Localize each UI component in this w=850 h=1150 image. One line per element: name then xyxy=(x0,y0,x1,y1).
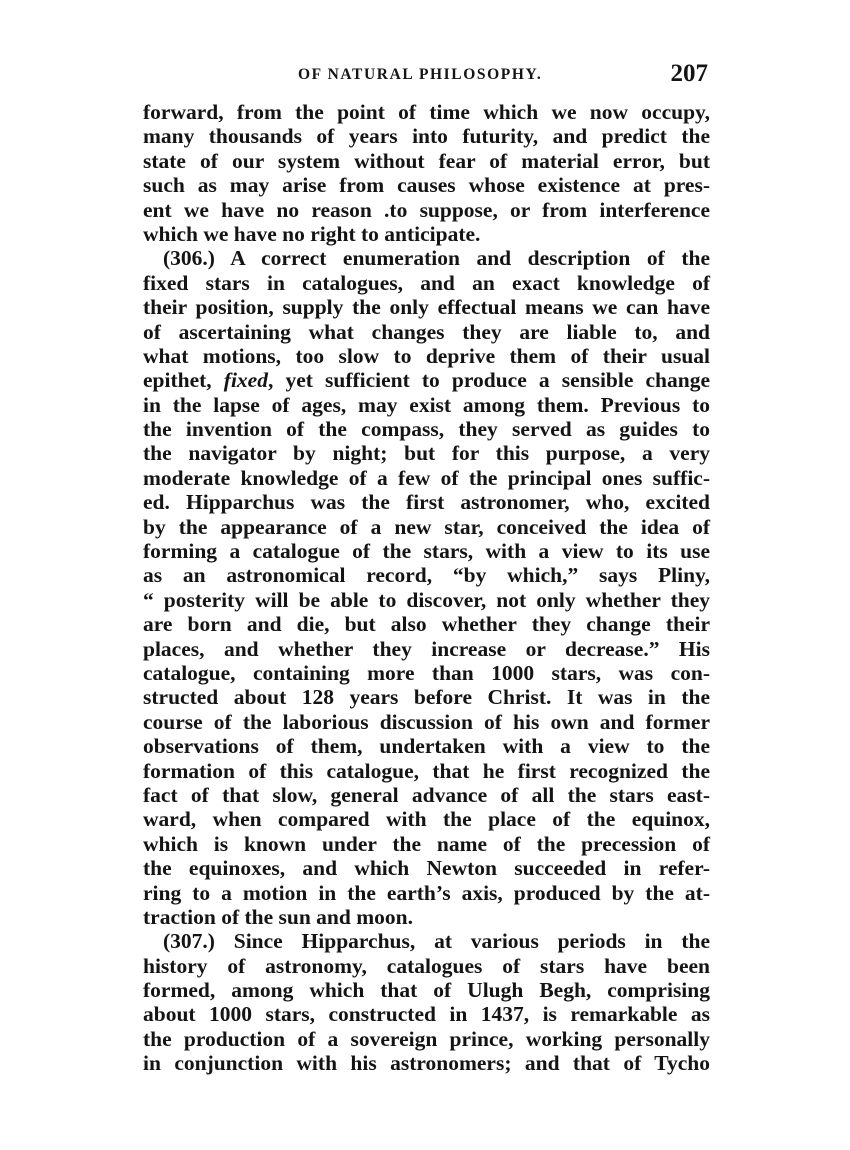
paragraph-end-line: traction of the sun and moon. xyxy=(143,904,413,929)
text-line: what motions, too slow to deprive them of their usual xyxy=(143,343,710,368)
text-line: in conjunction with his astronomers; and that of Tycho xyxy=(143,1051,710,1076)
text-line: in the lapse of ages, may exist among them. Previous to xyxy=(143,392,710,417)
paragraph-end-line: which we have no right to anticipate. xyxy=(143,221,481,246)
text-line: the navigator by night; but for this purpose, a very xyxy=(143,441,710,466)
text-line-with-italic xyxy=(143,368,710,392)
text-fragment: , yet sufficient to produce a sensible change xyxy=(267,368,711,393)
text-line: places, and whether they increase or decrease.” His xyxy=(143,636,710,661)
italic-word: fixed xyxy=(223,368,268,393)
running-head xyxy=(143,62,710,88)
text-line: structed about 128 years before Christ. It was in the xyxy=(143,685,710,710)
text-line: “ posterity will be able to discover, not only whether they xyxy=(143,587,710,612)
page-number: 207 xyxy=(670,60,708,87)
running-title: OF NATURAL PHILOSOPHY. xyxy=(298,66,543,83)
text-line: moderate knowledge of a few of the principal ones suffic- xyxy=(143,465,710,490)
text-line: course of the laborious discussion of his own and former xyxy=(143,709,710,734)
text-fragment: epithet, xyxy=(143,368,224,393)
text-line: such as may arise from causes whose existence at pres- xyxy=(143,173,710,198)
text-line: ward, when compared with the place of the equinox, xyxy=(143,807,710,832)
text-line: the invention of the compass, they served as guides to xyxy=(143,417,710,442)
text-line: forward, from the point of time which we now occupy, xyxy=(143,100,710,124)
section-307-start-line: (307.) Since Hipparchus, at various periods in the xyxy=(163,929,710,954)
text-line: fact of that slow, general advance of all the stars east- xyxy=(143,782,710,807)
text-line: ed. Hipparchus was the first astronomer, who, excited xyxy=(143,490,710,515)
text-line: forming a catalogue of the stars, with a view to its use xyxy=(143,539,710,564)
text-line: formation of this catalogue, that he first recognized the xyxy=(143,758,710,783)
text-line: about 1000 stars, constructed in 1437, is remarkable as xyxy=(143,1002,710,1027)
text-line: observations of them, undertaken with a view to the xyxy=(143,734,710,759)
text-line: the equinoxes, and which Newton succeeded in refer- xyxy=(143,856,710,881)
text-line: as an astronomical record, “by which,” says Pliny, xyxy=(143,563,710,588)
text-line: ring to a motion in the earth’s axis, produced by the at- xyxy=(143,880,710,905)
text-line: many thousands of years into futurity, and predict the xyxy=(143,124,710,149)
text-line: their position, supply the only effectual means we can have xyxy=(143,295,710,320)
text-line: fixed stars in catalogues, and an exact knowledge of xyxy=(143,270,710,295)
text-line: which is known under the name of the precession of xyxy=(143,831,710,856)
text-line: ent we have no reason .to suppose, or from interference xyxy=(143,197,710,222)
text-line: are born and die, but also whether they change their xyxy=(143,612,710,637)
text-line: by the appearance of a new star, conceived the idea of xyxy=(143,514,710,539)
section-306-start-line: (306.) A correct enumeration and description of the xyxy=(163,246,710,271)
text-line: state of our system without fear of material error, but xyxy=(143,148,710,173)
text-line: formed, among which that of Ulugh Begh, comprising xyxy=(143,978,710,1003)
text-line: history of astronomy, catalogues of stars have been xyxy=(143,953,710,978)
text-line: catalogue, containing more than 1000 stars, was con- xyxy=(143,660,710,685)
text-line: the production of a sovereign prince, working personally xyxy=(143,1026,710,1051)
text-line: of ascertaining what changes they are liable to, and xyxy=(143,319,710,344)
body-text xyxy=(143,100,710,1076)
